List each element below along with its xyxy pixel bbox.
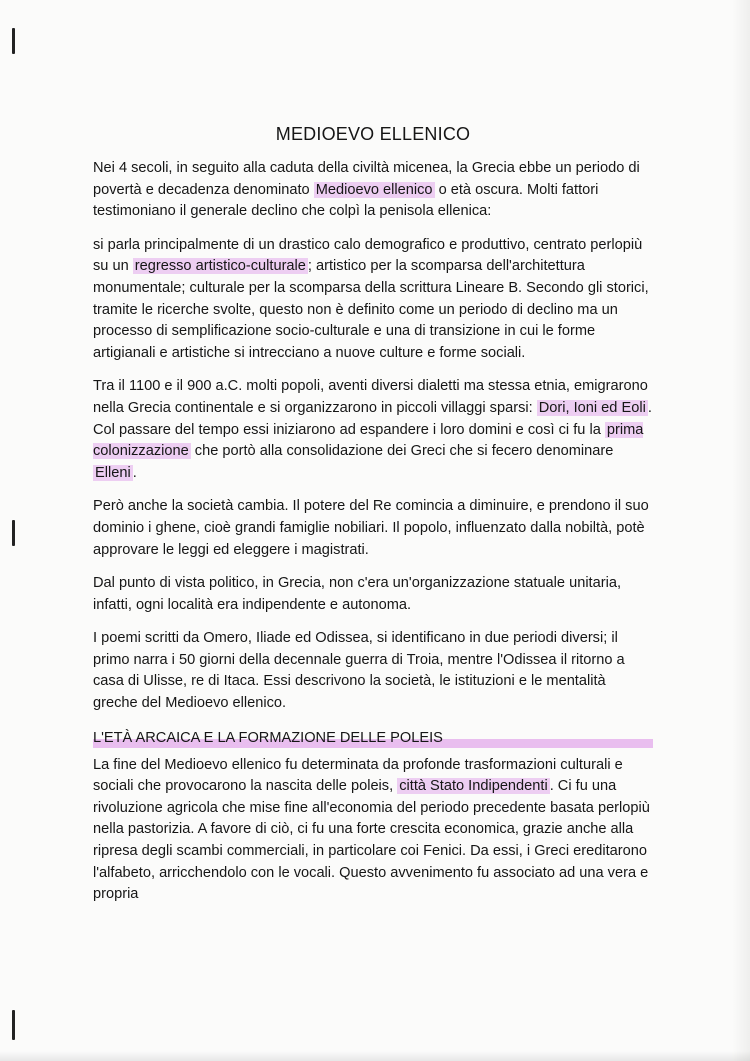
- punch-mark-bottom: [12, 1010, 15, 1040]
- text-segment: La fine del Medioevo ellenico fu determinata da profonde trasformazioni culturali e sociali che provocarono la nascita delle poleis,: [93, 756, 623, 795]
- text-segment: Però anche la società cambia. Il potere del Re comincia a diminuire, e prendono il suo dominio i ghene, cioè grandi famiglie nobiliari. Il popolo, influenzato dalla nobiltà, potè approvare le leggi ed eleggere i magistrati.: [93, 498, 649, 558]
- text-segment: Dal punto di vista politico, in Grecia, non c'era un'organizzazione statuale unitaria, infatti, ogni località era indipendente e autonoma.: [93, 575, 622, 613]
- paragraph: [93, 496, 653, 561]
- text-segment: o età oscura. Molti fattori testimoniano il generale declino che colpì la penisola ellenica:: [93, 181, 599, 220]
- highlighted-text: Dori, Ioni ed Eoli: [538, 399, 646, 416]
- page-bottom-edge: [0, 1051, 750, 1061]
- highlighted-text: prima colonizzazione: [93, 421, 644, 460]
- document-body: [93, 120, 653, 918]
- paragraph: [93, 573, 653, 616]
- text-segment: Tra il 1100 e il 900 a.C. molti popoli, aventi diversi dialetti ma stessa etnia, emigrarono nella Grecia continentale e si organizzarono in piccoli villaggi sparsi:: [93, 378, 648, 416]
- text-segment: I poemi scritti da Omero, Iliade ed Odissea, si identificano in due periodi diversi; il primo narra i 50 giorni della decennale guerra di Troia, mentre l'Odissea il ritorno a casa di Ulisse, re di Itaca. Essi descrivono la società, le istituzioni e le mentalità greche del Medioevo ellenico.: [93, 630, 625, 712]
- highlighted-text: regresso artistico-culturale: [134, 258, 306, 275]
- text-segment: Nei 4 secoli, in seguito alla caduta della civiltà micenea, la Grecia ebbe un periodo di povertà e decadenza denominato: [93, 160, 640, 198]
- text-segment: . Ci fu una rivoluzione agricola che mise fine all'economia del periodo precedente basata perlopiù nella pastorizia. A favore di ciò, ci fu una forte crescita economica, grazie anche alla ripresa degli scambi commerciali, in particolare coi Fenici. Da essi, i Greci ereditarono l'alfabeto, arricchendolo con le vocali. Questo avvenimento fu associato ad una vera e propria: [93, 778, 650, 903]
- paragraph: [93, 158, 653, 223]
- section-subtitle: L'ETÀ ARCAICA E LA FORMAZIONE DELLE POLEIS: [93, 727, 653, 749]
- paragraph: [93, 376, 653, 484]
- paragraph: [93, 235, 653, 365]
- text-segment: si parla principalmente di un drastico calo demografico e produttivo, centrato perlopiù su un: [93, 236, 643, 275]
- text-segment: che portò alla consolidazione dei Greci che si fecero denominare: [190, 443, 614, 460]
- text-segment: .: [132, 464, 137, 481]
- punch-mark-top: [12, 28, 15, 54]
- paragraph: [93, 628, 653, 714]
- paragraph-group-2: [93, 755, 653, 906]
- highlighted-text: città Stato Indipendenti: [399, 778, 548, 795]
- document-title: MEDIOEVO ELLENICO: [275, 124, 471, 144]
- page-shadow: [732, 0, 750, 1061]
- paragraph: [93, 755, 653, 906]
- text-segment: . Col passare del tempo essi iniziarono ad espandere i loro domini e così ci fu la: [93, 399, 652, 438]
- highlighted-text: Elleni: [95, 464, 131, 481]
- paragraph-group: [93, 158, 653, 715]
- text-segment: ; artistico per la scomparsa dell'architettura monumentale; culturale per la scomparsa della scrittura Lineare B. Secondo gli storici, tramite le ricerche svolte, questo non è definito come un periodo di declino ma un processo di semplificazione socio-culturale e una di transizione in cui le forme artigianali e artistiche si intrecciano a nuove culture e forme sociali.: [93, 258, 649, 361]
- highlighted-text: Medioevo ellenico: [315, 181, 433, 198]
- punch-mark-middle: [12, 520, 15, 546]
